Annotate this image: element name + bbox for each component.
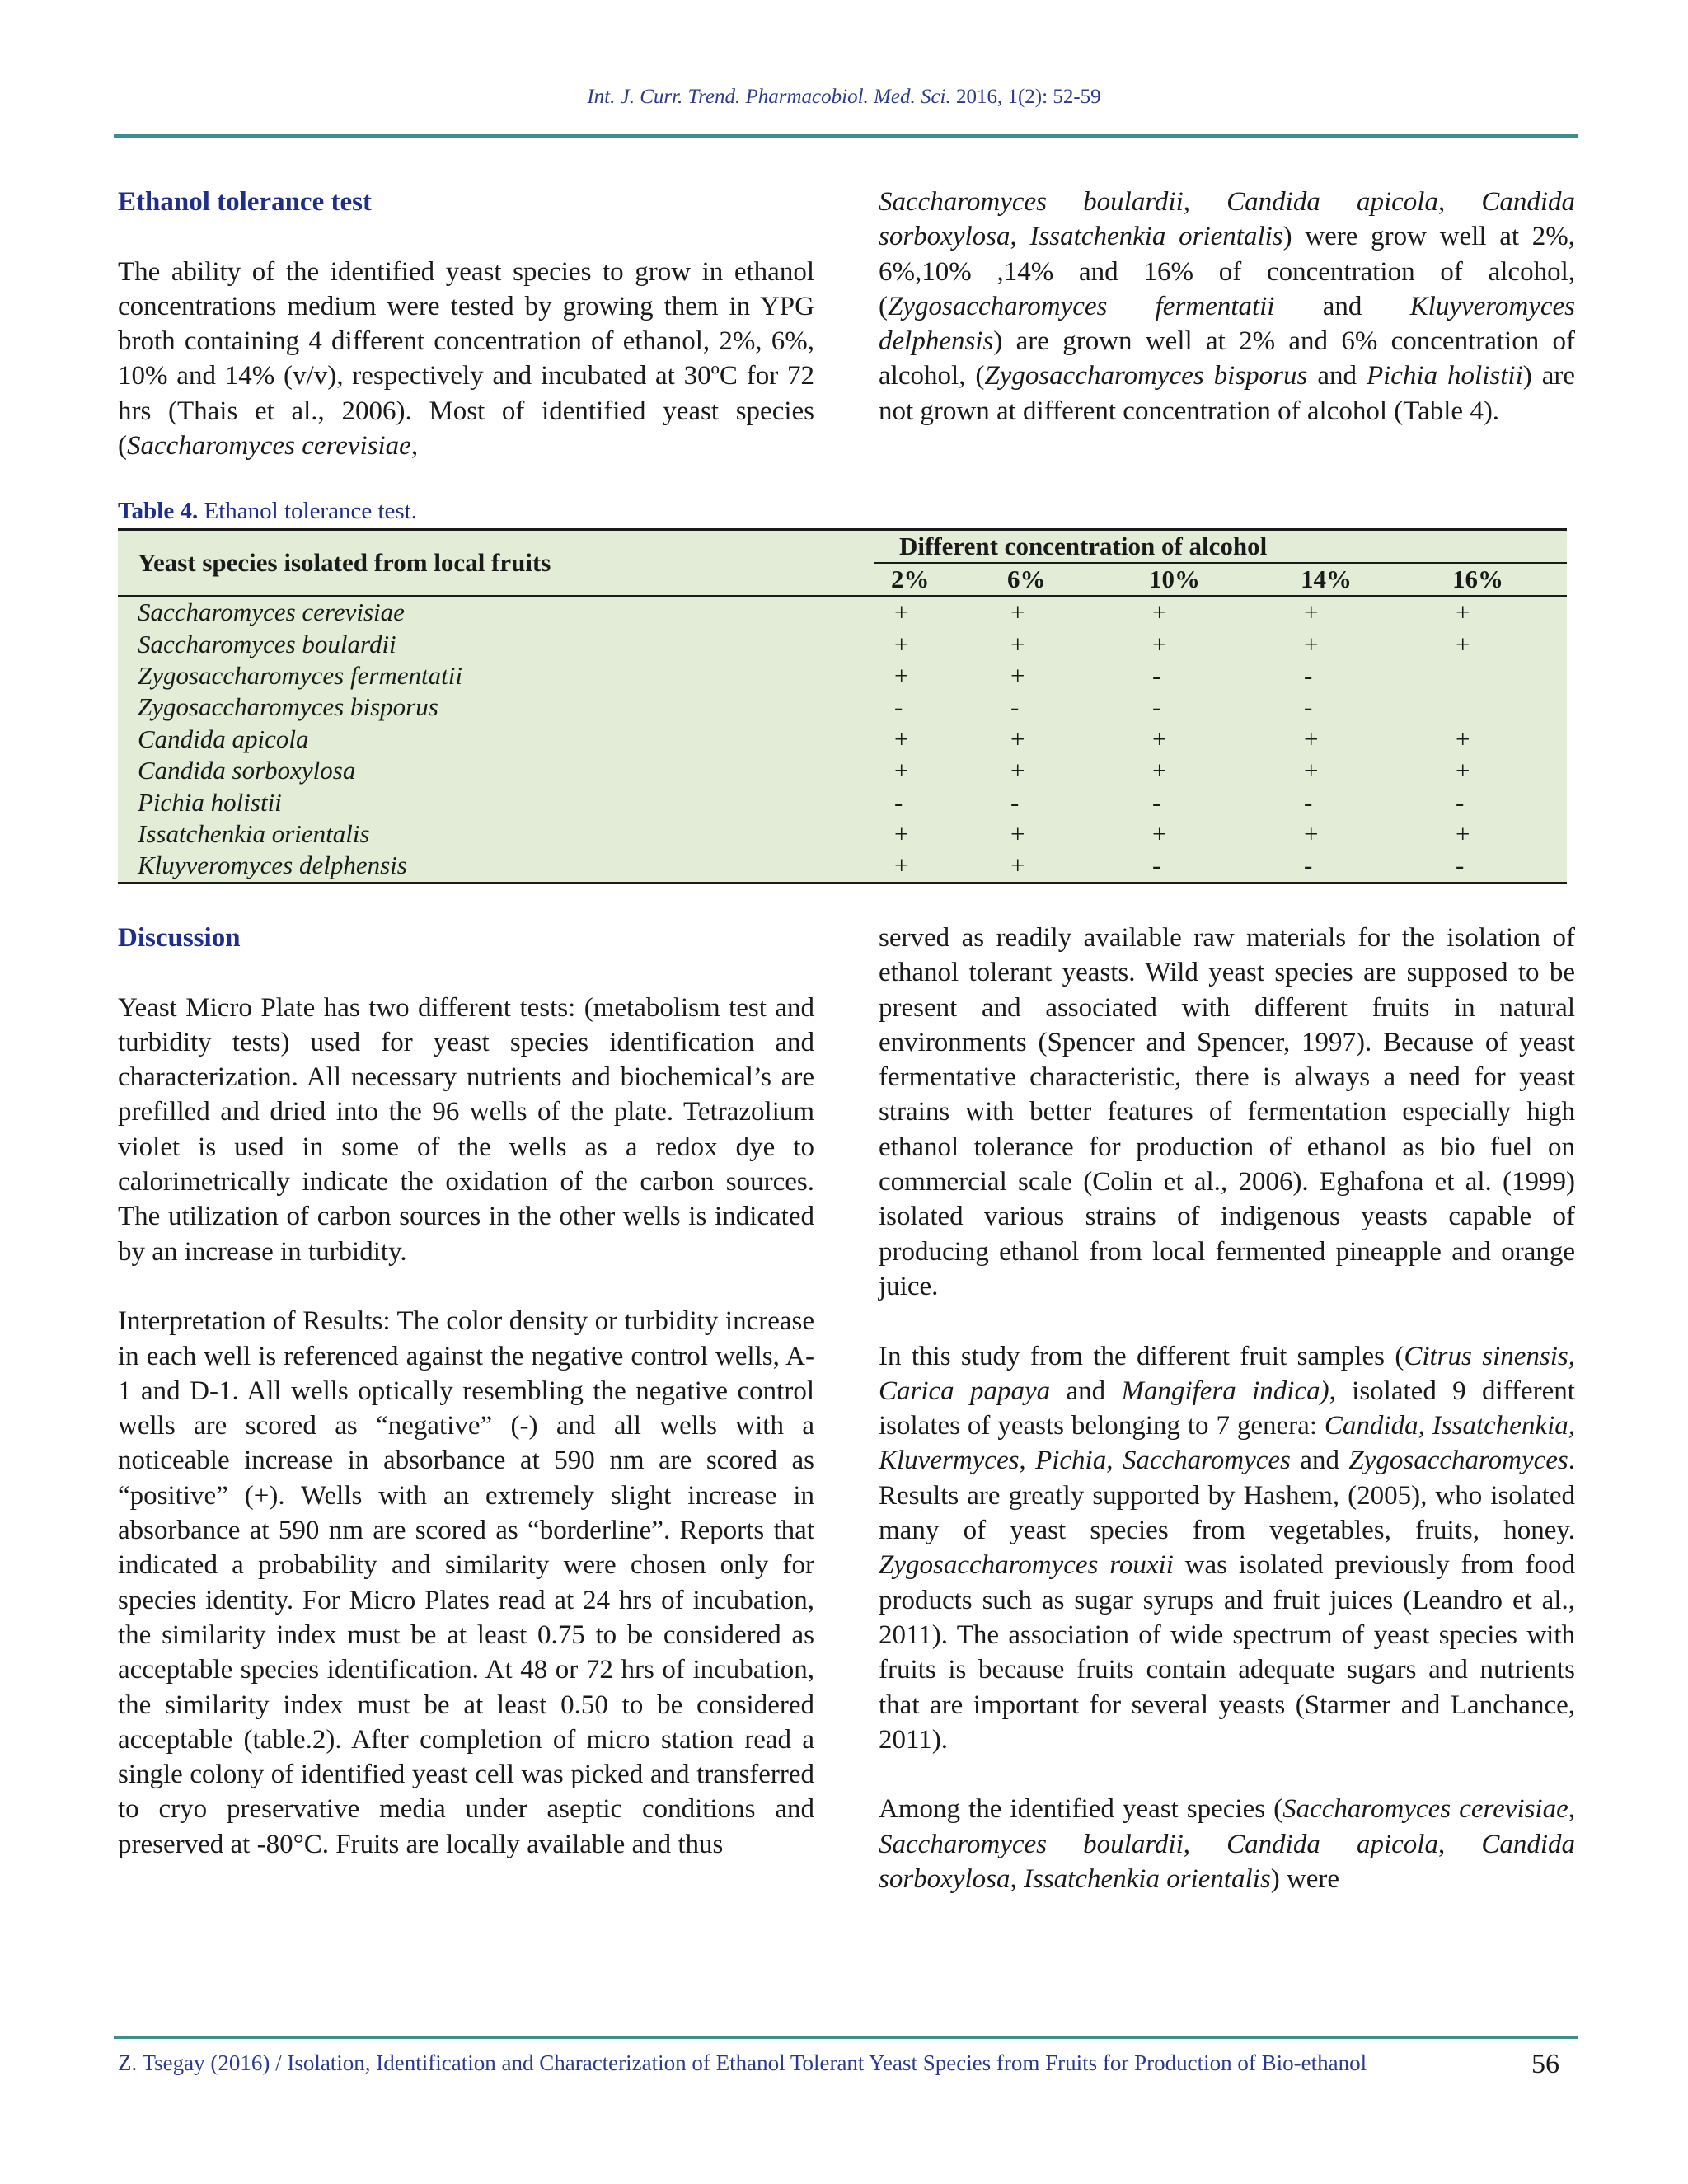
growth-result-cell: + bbox=[894, 724, 909, 753]
growth-result-cell: - bbox=[1152, 692, 1161, 722]
growth-result-cell: + bbox=[1010, 598, 1025, 627]
page-number: 56 bbox=[1531, 2049, 1559, 2079]
growth-result-cell: + bbox=[1152, 818, 1167, 848]
ethanol-right-column bbox=[879, 185, 1575, 429]
concentration-group-header: Different concentration of alcohol bbox=[874, 530, 1567, 564]
growth-result-cell: - bbox=[1304, 660, 1313, 690]
ethanol-tolerance-table bbox=[118, 528, 1567, 884]
species-italic-text: Pichia holistii bbox=[1366, 361, 1523, 391]
paragraph-text: ) are not grown at different concentration of alcohol (Table 4). bbox=[879, 361, 1575, 426]
growth-result-cell: - bbox=[1010, 787, 1020, 817]
growth-result-cell: + bbox=[1010, 818, 1025, 848]
paragraph-text: . Results are greatly supported by Hashem, (2005), who isolated many of yeast species from vegetables, fruits, honey. bbox=[879, 1446, 1575, 1546]
growth-result-cell bbox=[1444, 691, 1567, 723]
growth-result-cell: + bbox=[1152, 598, 1167, 627]
discussion-paragraph-2: Interpretation of Results: The color density or turbidity increase in each well is referenced against the negative control wells, A-1 and D-1. All wells optically resembling the negative control wells are scored as “negative” (-) and all wells with a noticeable increase in absorbance at 590 nm are scored as “positive” (+). Wells with an extremely slight increase in absorbance at 590 nm are scored as “borderline”. Reports that indicated a probability and similarity were chosen only for species identity. For Micro Plates read at 24 hrs of incubation, the similarity index must be at least 0.75 to be considered as acceptable species identification. At 48 or 72 hrs of incubation, the similarity index must be at least 0.50 to be considered acceptable (table.2). After completion of micro station read a single colony of identified yeast cell was picked and transferred to cryo preservative media under aseptic conditions and preserved at -80°C. Fruits are locally available and thus bbox=[118, 1306, 814, 1859]
paragraph-text: , bbox=[1568, 1794, 1575, 1825]
species-italic-text: Saccharomyces cerevisiae bbox=[1282, 1794, 1568, 1825]
growth-result-cell: - bbox=[1456, 787, 1465, 817]
discussion-paragraph-1: Yeast Micro Plate has two different tests: (metabolism test and turbidity tests) used for yeast species identification and characterization. All necessary nutrients and biochemical’s are prefilled and dried into the 96 wells of the plate. Tetrazolium violet is used in some of the wells as a redox dye to calorimetrically indicate the oxidation of the carbon sources. The utilization of carbon sources in the other wells is indicated by an increase in turbidity. bbox=[118, 992, 814, 1267]
species-italic-text: Candida apicola bbox=[1226, 1829, 1438, 1859]
growth-result-cell: + bbox=[1152, 724, 1167, 753]
ethanol-results-paragraph bbox=[879, 185, 1575, 429]
table-row bbox=[118, 660, 1567, 691]
growth-result-cell: + bbox=[1304, 598, 1319, 627]
paragraph-text: , bbox=[1183, 1829, 1227, 1859]
species-italic-text: Zygosaccharomyces bisporus bbox=[984, 361, 1308, 391]
conc-header-14: 14% bbox=[1301, 565, 1352, 593]
growth-result-cell: + bbox=[1304, 756, 1319, 785]
paragraph-text: , bbox=[1010, 1864, 1024, 1895]
growth-result-cell: + bbox=[894, 660, 909, 690]
growth-result-cell: - bbox=[1304, 851, 1313, 880]
species-column-header: Yeast species isolated from local fruits bbox=[118, 530, 874, 597]
footer-rule bbox=[114, 2036, 1578, 2039]
table-row bbox=[118, 724, 1567, 755]
paragraph-text: , bbox=[1437, 1829, 1482, 1859]
paragraph-text: ) were grow well at 2%, 6%,10% ,14% and 16% of concentration of alcohol, ( bbox=[879, 222, 1575, 321]
species-italic-text: Candida sorboxylosa bbox=[879, 1829, 1576, 1895]
growth-result-cell: - bbox=[1152, 851, 1161, 880]
species-italic-text: Mangifera indica) bbox=[1121, 1376, 1329, 1406]
growth-result-cell: + bbox=[1152, 629, 1167, 658]
ethanol-paragraph bbox=[118, 255, 814, 464]
discussion-right-column bbox=[879, 921, 1575, 1896]
ethanol-heading: Ethanol tolerance test bbox=[118, 187, 372, 217]
conc-header-6: 6% bbox=[1007, 565, 1046, 593]
growth-result-cell: - bbox=[1304, 692, 1313, 722]
growth-result-cell: + bbox=[1010, 629, 1025, 658]
header-rule bbox=[114, 134, 1578, 138]
growth-result-cell: + bbox=[1010, 724, 1025, 753]
table-caption-label: Table 4. bbox=[118, 498, 199, 524]
paragraph-text: ) were bbox=[1270, 1864, 1340, 1895]
table-row bbox=[118, 755, 1567, 786]
paragraph-text: , bbox=[1437, 187, 1482, 217]
table-row bbox=[118, 786, 1567, 818]
species-name: Zygosaccharomyces fermentatii bbox=[138, 660, 463, 690]
ethanol-left-column bbox=[118, 185, 814, 463]
paragraph-text: Among the identified yeast species ( bbox=[879, 1794, 1283, 1825]
table-row bbox=[118, 850, 1567, 883]
paragraph-text: , isolated 9 different isolates of yeasts belonging to 7 genera: bbox=[879, 1376, 1575, 1441]
discussion-paragraph-5 bbox=[879, 1792, 1575, 1896]
growth-result-cell: + bbox=[1304, 629, 1319, 658]
footer-citation: Z. Tsegay (2016) / Isolation, Identification and Characterization of Ethanol Tolerant Yeast Species from Fruits for Production of Bio-ethanol bbox=[118, 2050, 1367, 2075]
paragraph-text: ) are grown well at 2% and 6% concentration of alcohol, ( bbox=[879, 326, 1575, 391]
growth-result-cell: + bbox=[1304, 724, 1319, 753]
species-name: Saccharomyces boulardii bbox=[138, 629, 396, 658]
ethanol-paragraph-end: , bbox=[410, 431, 419, 462]
running-header bbox=[0, 86, 1688, 109]
growth-result-cell: + bbox=[894, 851, 909, 880]
species-name: Candida apicola bbox=[138, 724, 309, 753]
table-row bbox=[118, 628, 1567, 659]
species-italic-text: Saccharomyces boulardii bbox=[879, 1829, 1184, 1859]
growth-result-cell: + bbox=[1010, 660, 1025, 690]
discussion-left-column bbox=[118, 921, 814, 1862]
growth-result-cell: - bbox=[894, 692, 903, 722]
growth-result-cell: + bbox=[1152, 756, 1167, 785]
conc-header-2: 2% bbox=[891, 565, 930, 593]
growth-result-cell: - bbox=[1152, 660, 1161, 690]
discussion-paragraph-3: served as readily available raw materials for the isolation of ethanol tolerant yeasts. Wild yeast species are supposed to be present and associated with different fruits in natural environments (Spencer and Spencer, 1997). Because of yeast fermentative characteristic, there is always a need for yeast strains with better features of fermentation especially high ethanol tolerance for production of ethanol as bio fuel on commercial scale (Colin et al., 2006). Eghafona et al. (1999) isolated various strains of indigenous yeasts capable of producing ethanol from local fermented pineapple and orange juice. bbox=[879, 923, 1575, 1301]
growth-result-cell: - bbox=[1304, 787, 1313, 817]
table-caption bbox=[118, 498, 417, 525]
species-italic-text: Issatchenkia orientalis bbox=[1024, 1864, 1271, 1895]
table-row bbox=[118, 691, 1567, 723]
conc-header-10: 10% bbox=[1149, 565, 1200, 593]
table-caption-text: Ethanol tolerance test. bbox=[204, 498, 417, 524]
paragraph-text: , bbox=[1010, 222, 1030, 252]
species-name: Pichia holistii bbox=[138, 787, 282, 817]
growth-result-cell: - bbox=[1456, 851, 1465, 880]
table-row bbox=[118, 818, 1567, 850]
paragraph-text: and bbox=[1274, 291, 1410, 321]
species-italic-text: Zygosaccharomyces rouxii bbox=[879, 1550, 1174, 1581]
growth-result-cell: + bbox=[894, 598, 909, 627]
growth-result-cell: + bbox=[894, 818, 909, 848]
growth-result-cell: + bbox=[1456, 818, 1470, 848]
species-italic-text: Zygosaccharomyces fermentatii bbox=[888, 291, 1275, 321]
growth-result-cell: + bbox=[1304, 818, 1319, 848]
paragraph-text: and bbox=[1307, 361, 1367, 391]
paragraph-text: and bbox=[1290, 1446, 1349, 1476]
paragraph-text: , bbox=[1183, 187, 1227, 217]
table-body bbox=[118, 596, 1567, 883]
species-italic-text: Saccharomyces boulardii bbox=[879, 187, 1184, 217]
conc-header-16: 16% bbox=[1452, 565, 1503, 593]
growth-result-cell: + bbox=[894, 629, 909, 658]
journal-name: Int. J. Curr. Trend. Pharmacobiol. Med. Sci. bbox=[587, 86, 951, 108]
growth-result-cell: + bbox=[1456, 724, 1470, 753]
growth-result-cell: + bbox=[1010, 756, 1025, 785]
species-name: Issatchenkia orientalis bbox=[138, 818, 370, 848]
growth-result-cell: + bbox=[1010, 851, 1025, 880]
discussion-heading: Discussion bbox=[118, 923, 241, 953]
growth-result-cell: + bbox=[1456, 756, 1470, 785]
species-italic-text: Zygosaccharomyces bbox=[1348, 1446, 1568, 1476]
species-italic-text: Citrus sinensis, Carica papaya bbox=[879, 1341, 1576, 1406]
species-name: Candida sorboxylosa bbox=[138, 756, 356, 785]
ethanol-paragraph-species: Saccharomyces cerevisiae bbox=[127, 431, 411, 462]
growth-result-cell: + bbox=[894, 756, 909, 785]
species-italic-text: Candida apicola bbox=[1226, 187, 1438, 217]
species-italic-text: Kluyveromyces delphensis bbox=[879, 291, 1575, 357]
growth-result-cell bbox=[1444, 660, 1567, 691]
growth-result-cell: - bbox=[1010, 692, 1020, 722]
growth-result-cell: - bbox=[1152, 787, 1161, 817]
paragraph-text: was isolated previously from food products such as sugar syrups and fruit juices (Leandro et al., 2011). The association of wide spectrum of yeast species with fruits is because fruits contain adequate sugars and nutrients that are important for several yeasts (Starmer and Lanchance, 2011). bbox=[879, 1550, 1575, 1755]
growth-result-cell: - bbox=[894, 787, 903, 817]
ethanol-paragraph-text: The ability of the identified yeast species to grow in ethanol concentrations medium were tested by growing them in YPG broth containing 4 different concentration of ethanol, 2%, 6%, 10% and 14% (v/v), respectively and incubated at 30ºC for 72 hrs (Thais et al., 2006). Most of identified yeast species ( bbox=[118, 256, 814, 462]
species-name: Kluyveromyces delphensis bbox=[138, 851, 407, 880]
species-italic-text: Issatchenkia orientalis bbox=[1029, 222, 1283, 252]
table-row bbox=[118, 596, 1567, 628]
species-italic-text: Candida sorboxylosa bbox=[879, 187, 1576, 252]
species-italic-text: Candida, Issatchenkia, Kluvermyces, Pichia, Saccharomyces bbox=[879, 1411, 1575, 1476]
paragraph-text: In this study from the different fruit samples ( bbox=[879, 1341, 1404, 1371]
journal-citation: 2016, 1(2): 52-59 bbox=[955, 86, 1101, 108]
species-name: Zygosaccharomyces bisporus bbox=[138, 692, 438, 722]
paragraph-text: and bbox=[1050, 1376, 1122, 1406]
species-name: Saccharomyces cerevisiae bbox=[138, 598, 405, 627]
growth-result-cell: + bbox=[1456, 629, 1470, 658]
growth-result-cell: + bbox=[1456, 598, 1470, 627]
discussion-paragraph-4 bbox=[879, 1339, 1575, 1758]
